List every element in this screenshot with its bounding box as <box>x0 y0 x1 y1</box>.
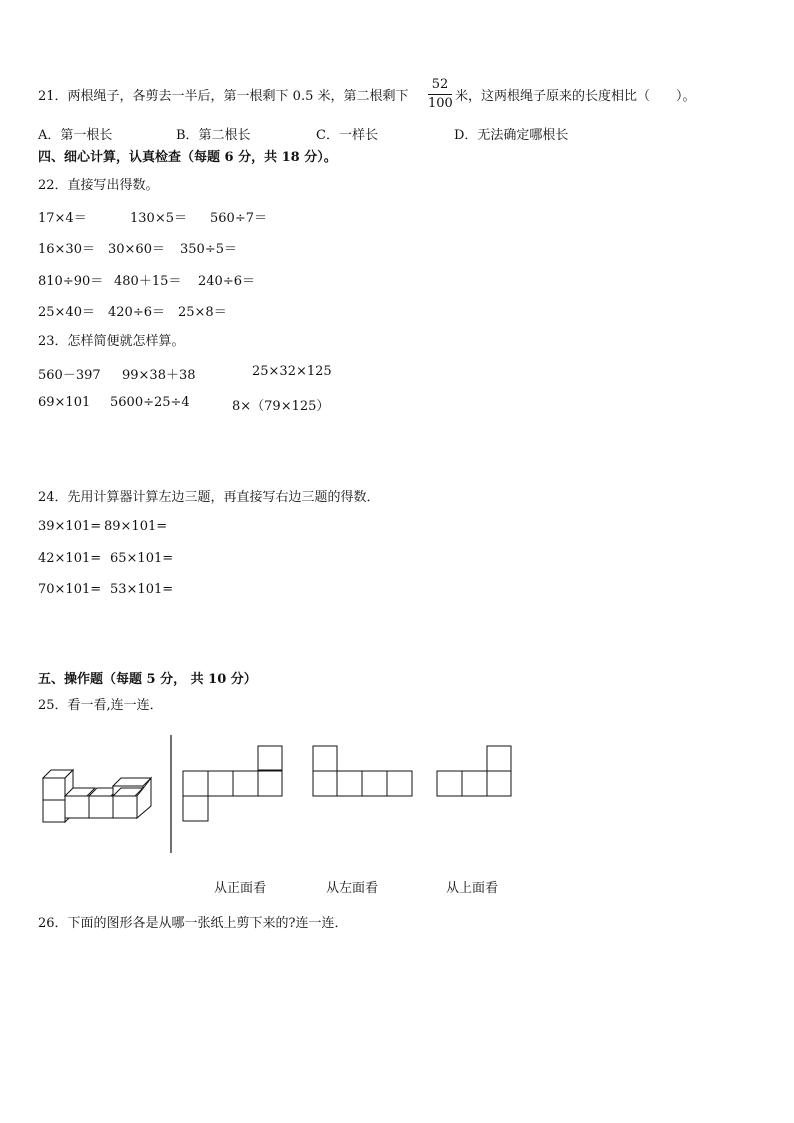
q21-question-tail <box>455 88 696 106</box>
calc-item: 39×101= <box>38 519 102 534</box>
q21-question <box>38 88 408 106</box>
fraction-denominator: 100 <box>428 96 453 111</box>
option-a[interactable]: A．第一根长 <box>38 128 113 143</box>
q26-title: 26．下面的图形各是从哪一张纸上剪下来的?连一连． <box>38 916 348 931</box>
calc-item: 810÷90＝ <box>38 274 104 289</box>
q21-text-b: 米，这两根绳子原来的长度相比（ ）。 <box>455 89 696 104</box>
calc-item: 89×101= <box>104 519 168 534</box>
view-label-top: 从上面看 <box>446 881 499 896</box>
section4-title: 四、细心计算，认真检查（每题 6 分，共 18 分）。 <box>38 150 337 165</box>
calc-item: 25×40＝ <box>38 305 95 320</box>
view-label-left: 从左面看 <box>326 881 379 896</box>
calc-item: 42×101= <box>38 551 102 566</box>
q25-title: 25．看一看,连一连． <box>38 698 163 713</box>
calc-item: 350÷5＝ <box>180 242 237 257</box>
q21-fraction <box>428 78 452 111</box>
calc-item: 70×101= <box>38 582 102 597</box>
q23-title: 23．怎样简便就怎样算。 <box>38 334 185 349</box>
calc-item: 99×38＋38 <box>122 368 196 383</box>
calc-item: 53×101= <box>110 582 174 597</box>
calc-item: 130×5＝ <box>130 211 187 226</box>
view-label-front: 从正面看 <box>214 881 267 896</box>
option-c[interactable]: C．一样长 <box>316 128 378 143</box>
calc-item: 560－397 <box>38 368 101 383</box>
calc-item: 69×101 <box>38 395 91 410</box>
calc-item: 240÷6＝ <box>198 274 255 289</box>
calc-item: 8×（79×125） <box>232 399 330 414</box>
q22-title: 22．直接写出得数。 <box>38 178 159 193</box>
calc-item: 560÷7＝ <box>210 211 267 226</box>
calc-item: 25×8＝ <box>178 305 227 320</box>
option-d[interactable]: D．无法确定哪根长 <box>454 128 569 143</box>
q21-text-a: 21．两根绳子，各剪去一半后，第一根剩下 0.5 米，第二根剩下 <box>38 89 409 104</box>
calc-item: 5600÷25÷4 <box>110 395 190 410</box>
calc-item: 30×60＝ <box>108 242 165 257</box>
calc-item: 25×32×125 <box>252 364 332 379</box>
fraction-numerator: 52 <box>431 77 449 92</box>
fraction-bar <box>428 94 452 95</box>
calc-item: 420÷6＝ <box>108 305 165 320</box>
calc-item: 16×30＝ <box>38 242 95 257</box>
section5-title: 五、操作题（每题 5 分， 共 10 分） <box>38 672 257 687</box>
q24-title: 24．先用计算器计算左边三题，再直接写右边三题的得数． <box>38 490 380 505</box>
option-b[interactable]: B．第二根长 <box>176 128 251 143</box>
calc-item: 480＋15＝ <box>114 274 182 289</box>
calc-item: 65×101= <box>110 551 174 566</box>
calc-item: 17×4＝ <box>38 211 87 226</box>
